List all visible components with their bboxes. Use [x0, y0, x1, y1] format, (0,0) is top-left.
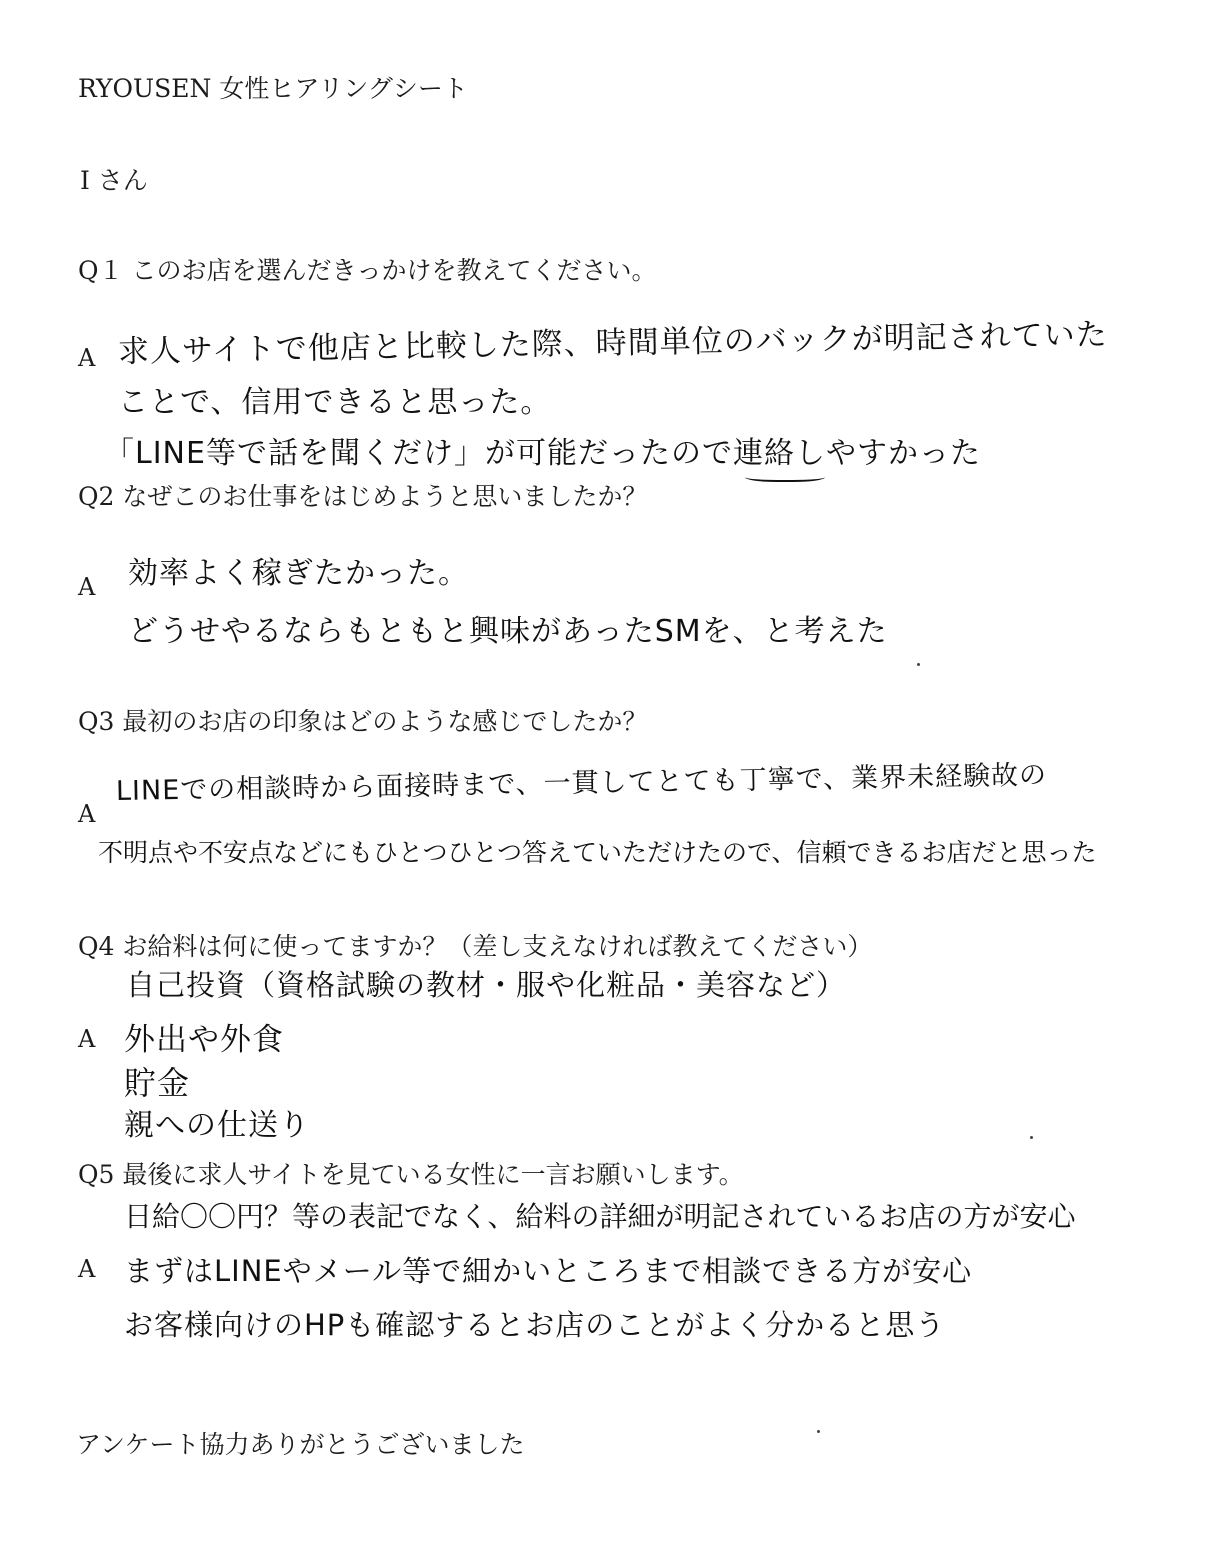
answer-5-line-3: お客様向けのHPも確認するとお店のことがよく分かると思う	[124, 1308, 946, 1342]
answer-2-marker: A	[78, 573, 96, 601]
answer-1-line-2: ことで、信用できると思った。	[118, 385, 552, 420]
answer-4-line-3: 貯金	[124, 1064, 191, 1102]
answer-2-line-1: 効率よく稼ぎたかった。	[128, 556, 469, 591]
question-4: Q4 お給料は何に使ってますか？（差し支えなければ教えてください）	[78, 932, 873, 961]
answer-1-line-3: 「LINE等で話を聞くだけ」が可能だったので連絡しやすかった	[104, 436, 981, 471]
scan-speck	[1030, 1136, 1033, 1139]
sheet-title: RYOUSEN 女性ヒアリングシート	[78, 74, 468, 103]
answer-4-marker: A	[78, 1025, 96, 1053]
question-2: Q2 なぜこのお仕事をはじめようと思いましたか？	[78, 482, 648, 511]
answer-4-line-4: 親への仕送り	[124, 1108, 310, 1143]
answer-1-line-1: 求人サイトで他店と比較した際、時間単位のバックが明記されていた	[117, 316, 1108, 370]
answer-4-line-1: 自己投資（資格試験の教材・服や化粧品・美容など）	[126, 968, 847, 1002]
answer-5-line-1: 日給〇〇円？等の表記でなく、給料の詳細が明記されているお店の方が安心	[124, 1200, 1076, 1233]
scan-speck	[817, 1430, 820, 1433]
answer-3-line-1: LINEでの相談時から面接時まで、一貫してとても丁寧で、業界未経験故の	[115, 759, 1048, 807]
answer-1-marker: A	[78, 344, 96, 372]
closing-message: アンケート協力ありがとうございました	[76, 1430, 525, 1459]
answer-4-line-2: 外出や外食	[124, 1022, 284, 1058]
question-3: Q3 最初のお店の印象はどのような感じでしたか？	[78, 707, 648, 736]
answer-3-marker: A	[78, 800, 96, 828]
answer-3-line-2: 不明点や不安点などにもひとつひとつ答えていただけたので、信頼できるお店だと思った	[98, 838, 1097, 867]
respondent-name: I さん	[80, 166, 148, 195]
question-1: Q１ このお店を選んだきっかけを教えてください。	[78, 256, 657, 285]
answer-5-marker: A	[78, 1255, 96, 1283]
answer-2-line-2: どうせやるならもともと興味があったSMを、と考えた	[128, 614, 888, 649]
scan-speck	[917, 663, 920, 666]
answer-5-line-2: まずはLINEやメール等で細かいところまで相談できる方が安心	[124, 1254, 973, 1288]
connection-underline	[745, 470, 825, 482]
question-5: Q5 最後に求人サイトを見ている女性に一言お願いします。	[78, 1160, 744, 1189]
